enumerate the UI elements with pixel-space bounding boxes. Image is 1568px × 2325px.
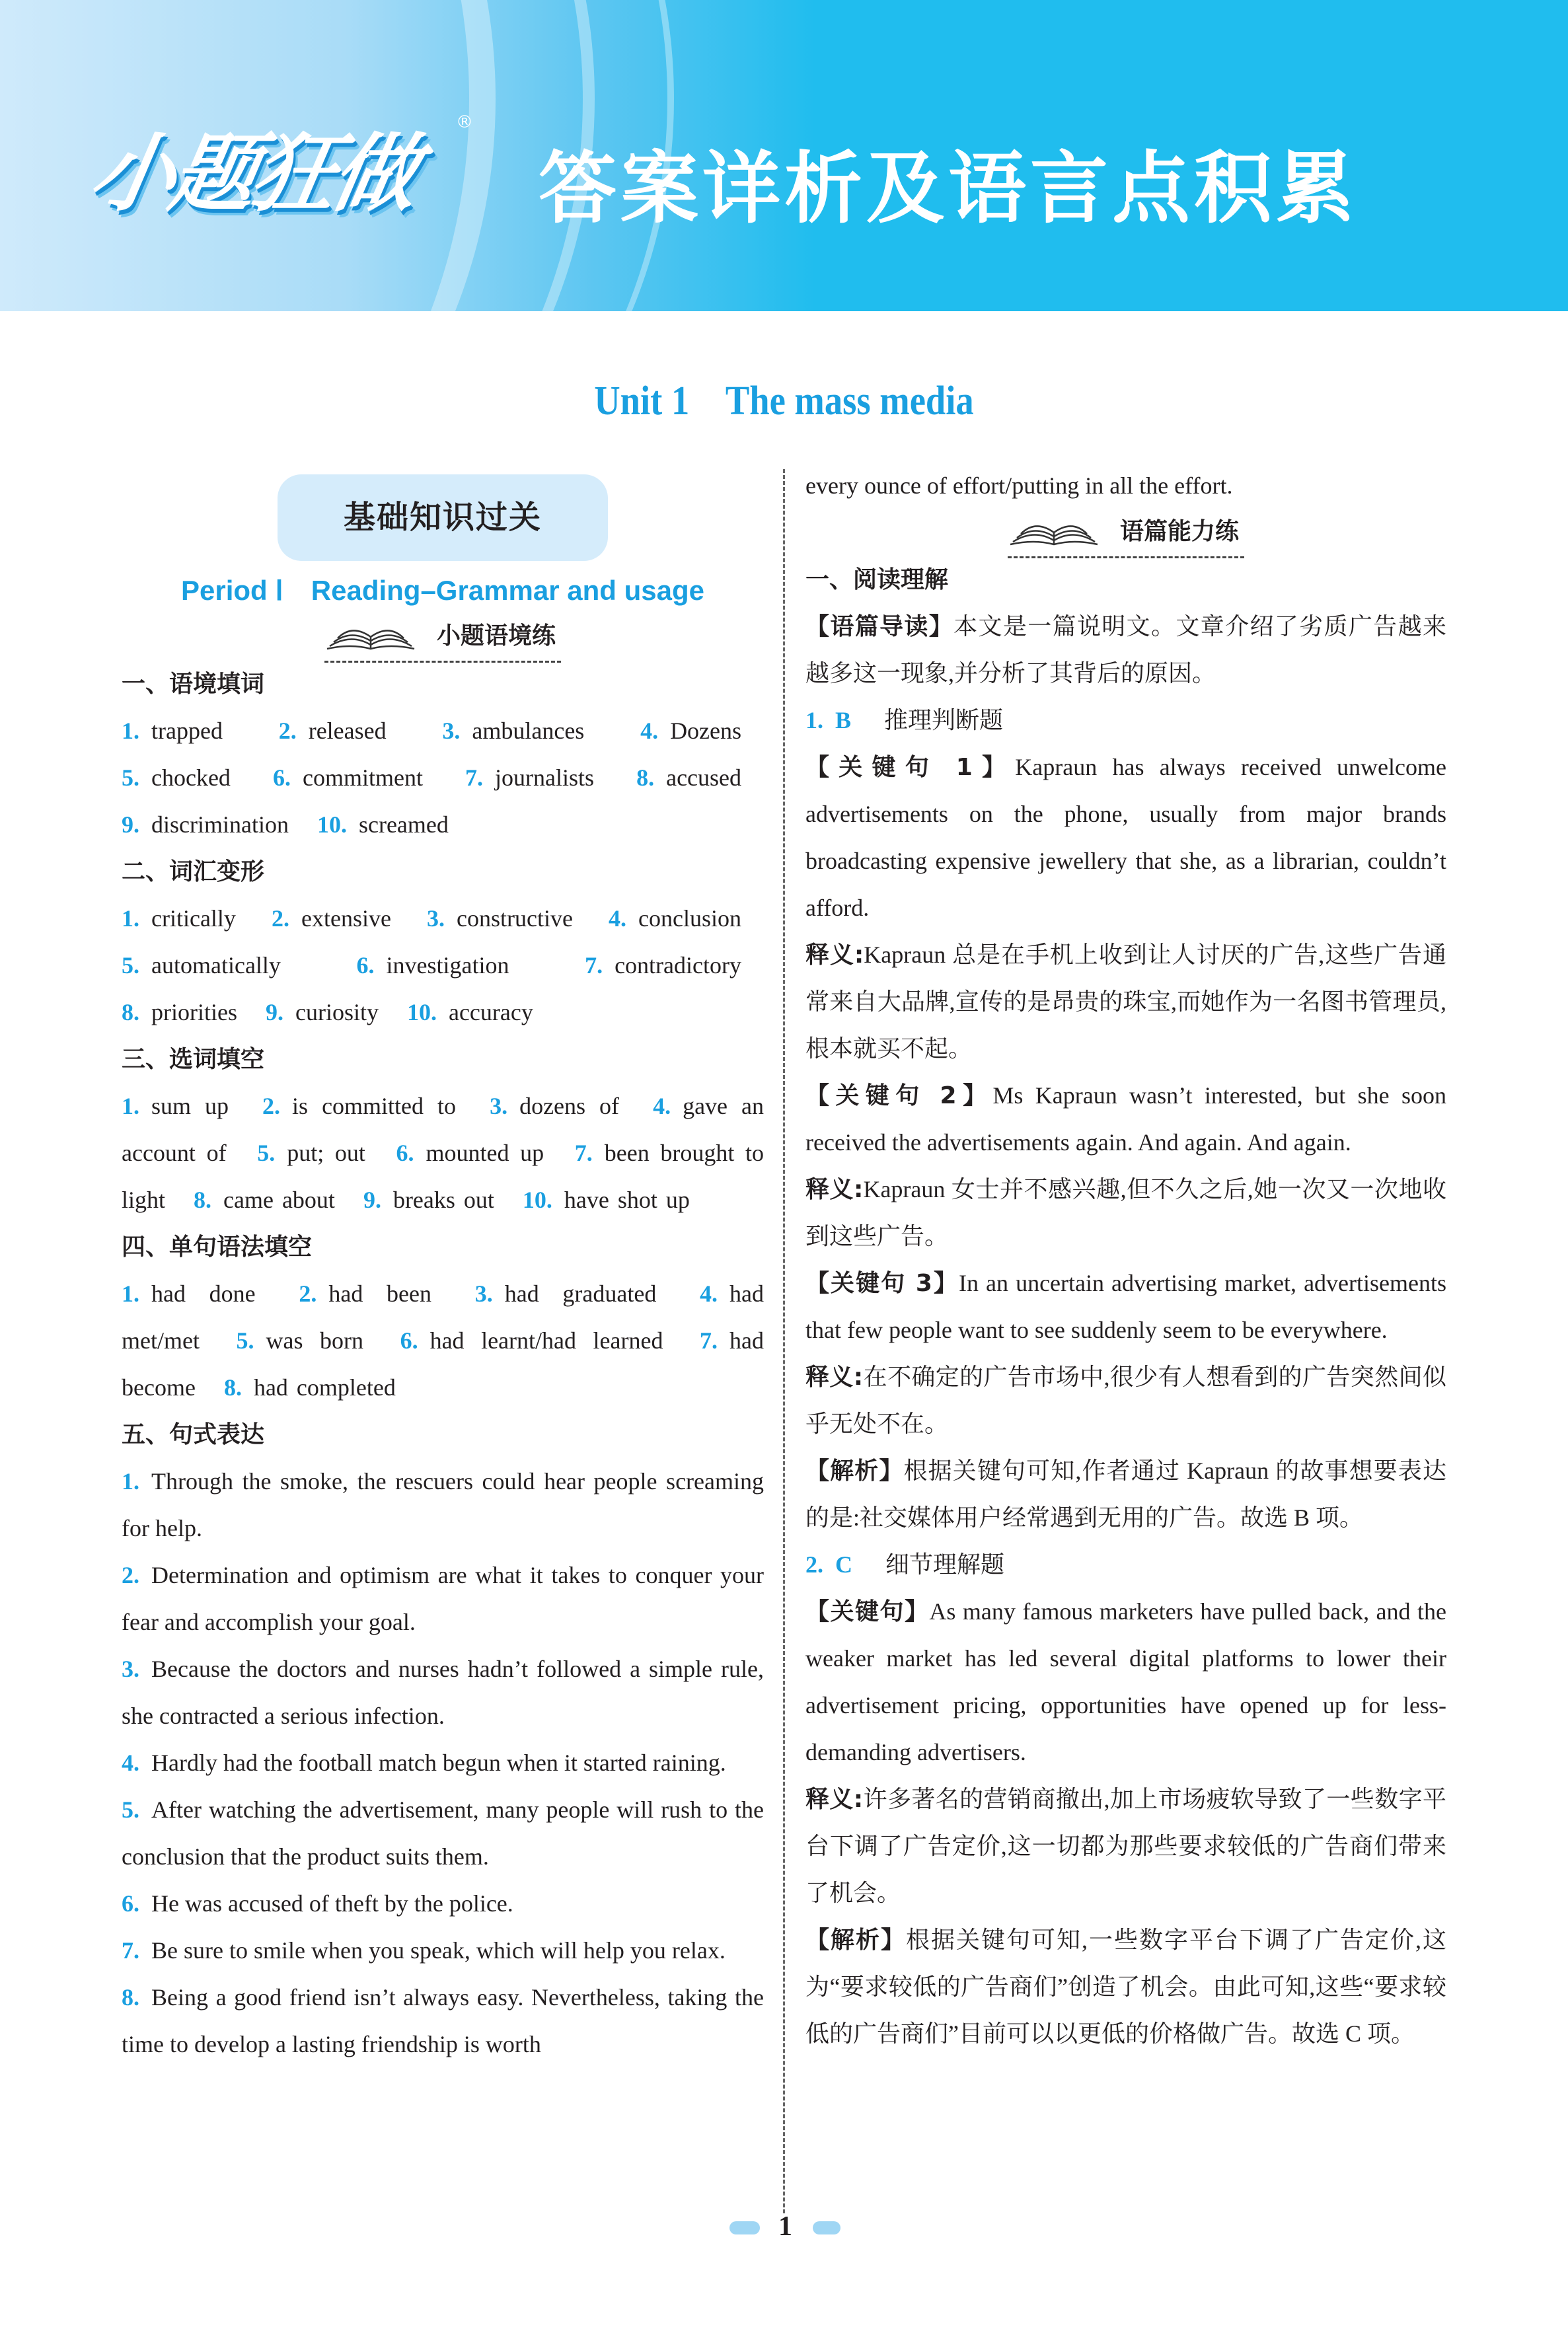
- item-answer: contradictory: [615, 952, 741, 978]
- item-answer: been brought to light: [122, 1140, 765, 1213]
- answer-item: [122, 1280, 256, 1307]
- guide-label: 【语篇导读】: [805, 613, 954, 640]
- section-heading: 三、选词填空: [122, 1046, 265, 1073]
- item-number: 2.: [278, 718, 297, 744]
- item-answer: screamed: [358, 811, 449, 838]
- block-text: 根据关键句可知,作者通过 Kapraun 的故事想要表达的是:社交媒体用户经常遇到无用的广告。故选 B 项。: [805, 1458, 1446, 1531]
- guide-paragraph: [805, 603, 1446, 697]
- item-number: 7.: [122, 1937, 139, 1964]
- column-divider: [783, 469, 785, 2213]
- block-label: 【关键句 3】: [805, 1270, 959, 1297]
- question-type: 推理判断题: [884, 707, 1004, 733]
- item-number: 6.: [122, 1890, 139, 1917]
- item-answer: had completed: [253, 1374, 396, 1401]
- left-column: [122, 462, 764, 2068]
- item-answer: Hardly had the football match begun when it started raining.: [151, 1750, 726, 1776]
- question-heading: [805, 697, 1446, 744]
- answer-item: [475, 1280, 657, 1307]
- block-label: 释义:: [805, 941, 864, 969]
- answer-item: [636, 764, 741, 791]
- item-answer: had done: [151, 1280, 256, 1307]
- answer-item: [609, 905, 741, 932]
- item-answer: Being a good friend isn’t always easy. Nevertheless, taking the time to develop a lasting friendship is worth: [122, 1984, 764, 2057]
- item-answer: had learnt/had learned: [429, 1327, 663, 1354]
- block-text: 根据关键句可知,一些数字平台下调了广告定价,这为“要求较低的广告商们”创造了机会。由此可知,这些“要求较低的广告商们”目前可以以更低的价格做广告。故选 C 项。: [805, 1927, 1446, 2047]
- answer-sections: [122, 661, 764, 2068]
- right-column: [805, 462, 1446, 2057]
- item-answer: Dozens: [670, 718, 742, 744]
- item-answer: ambulances: [472, 718, 585, 744]
- item-number: 5.: [122, 952, 139, 978]
- page-number: 1: [778, 2211, 792, 2242]
- block-label: 【解析】: [805, 1927, 906, 1954]
- item-answer: He was accused of theft by the police.: [151, 1890, 513, 1917]
- answer-item: [317, 811, 449, 838]
- block-label: 【关键句】: [805, 1598, 930, 1625]
- block-label: 【解析】: [805, 1458, 904, 1485]
- answer-item: [224, 1374, 396, 1401]
- question-number: 2.: [805, 1551, 823, 1578]
- item-number: 7.: [700, 1327, 718, 1354]
- explanation-block: [805, 1776, 1446, 1917]
- item-number: 8.: [122, 1984, 139, 2011]
- question-type: 细节理解题: [885, 1551, 1005, 1578]
- block-text: Kapraun 女士并不感兴趣,但不久之后,她一次又一次地收到这些广告。: [805, 1176, 1446, 1249]
- item-number: 3.: [474, 1280, 493, 1307]
- explanation-block: [805, 932, 1446, 1072]
- item-answer: conclusion: [638, 905, 742, 932]
- item-answer: put; out: [287, 1140, 365, 1166]
- block-label: 释义:: [805, 1786, 864, 1813]
- item-answer: After watching the advertisement, many people will rush to the conclusion that the product suits them.: [122, 1796, 764, 1870]
- answer-item: [273, 764, 423, 791]
- item-number: 8.: [194, 1187, 212, 1213]
- period-heading: Period Ⅰ Reading–Grammar and usage: [181, 575, 704, 606]
- section-heading: 二、词汇变形: [122, 858, 265, 885]
- answer-item: [122, 999, 237, 1025]
- item-number: 4.: [653, 1093, 671, 1119]
- practice-header: [122, 614, 764, 661]
- sentence-answer: [122, 1740, 764, 1787]
- item-number: 7.: [465, 764, 484, 791]
- answer-item: [272, 905, 391, 932]
- header-title: 答案详析及语言点积累: [539, 143, 1359, 234]
- block-text: In an uncertain advertising market, advertisements that few people want to see suddenly seem to be everywhere.: [805, 1270, 1446, 1343]
- question-number: 1.: [805, 707, 823, 733]
- item-number: 4.: [122, 1750, 139, 1776]
- answer-item: [299, 1280, 431, 1307]
- answer-item: [122, 905, 236, 932]
- sentence-answer: [122, 1458, 764, 1552]
- item-answer: trapped: [151, 718, 223, 744]
- sentence-answer: [122, 1646, 764, 1740]
- item-number: 4.: [640, 718, 659, 744]
- block-text: 在不确定的广告市场中,很少有人想看到的广告突然间似乎无处不在。: [805, 1364, 1446, 1437]
- sentence-answer: [122, 1552, 764, 1646]
- answer-item: [396, 1140, 544, 1166]
- page-number-bar: [727, 2207, 846, 2246]
- item-answer: breaks out: [392, 1187, 494, 1213]
- question-answer: B: [835, 707, 852, 733]
- answer-item: [442, 718, 584, 744]
- item-answer: Determination and optimism are what it takes to conquer your fear and accomplish your goal.: [122, 1562, 764, 1635]
- item-answer: have shot up: [564, 1187, 690, 1213]
- item-answer: released: [308, 718, 387, 744]
- item-number: 2.: [262, 1093, 281, 1119]
- explanation-block: [805, 1354, 1446, 1448]
- answer-line-group: [122, 708, 764, 848]
- item-number: 3.: [490, 1093, 508, 1119]
- unit-title: Unit 1 The mass media: [594, 379, 974, 424]
- item-answer: journalists: [495, 764, 595, 791]
- item-answer: gave an account of: [122, 1093, 765, 1166]
- item-answer: came about: [223, 1187, 335, 1213]
- item-answer: automatically: [151, 952, 281, 978]
- item-number: 3.: [427, 905, 445, 932]
- item-answer: is committed to: [292, 1093, 457, 1119]
- item-number: 2.: [272, 905, 289, 932]
- answer-item: [640, 718, 741, 744]
- item-number: 1.: [122, 1468, 139, 1495]
- item-answer: dozens of: [519, 1093, 620, 1119]
- pill-decoration: [729, 2221, 760, 2234]
- item-answer: Because the doctors and nurses hadn’t followed a simple rule, she contracted a serious infection.: [122, 1656, 764, 1729]
- explanation-block: [805, 1072, 1446, 1166]
- item-answer: priorities: [151, 999, 237, 1025]
- answer-item: [266, 999, 379, 1025]
- header-banner: [0, 0, 1568, 311]
- practice-header: [805, 509, 1446, 556]
- item-number: 6.: [273, 764, 291, 791]
- brand-logo: 小题狂做: [82, 125, 423, 223]
- continuation-text: every ounce of effort/putting in all the effort.: [805, 472, 1233, 499]
- item-answer: accused: [666, 764, 742, 791]
- answer-item: [490, 1093, 619, 1119]
- item-number: 6.: [400, 1327, 418, 1354]
- item-number: 10.: [406, 999, 437, 1025]
- item-number: 2.: [122, 1562, 139, 1588]
- item-answer: curiosity: [295, 999, 379, 1025]
- block-text: Ms Kapraun wasn’t interested, but she soon received the advertisements again. And again. And again.: [805, 1082, 1446, 1156]
- item-answer: Through the smoke, the rescuers could hear people screaming for help.: [122, 1468, 764, 1541]
- section-heading: 一、语境填词: [122, 671, 265, 698]
- item-answer: critically: [151, 905, 236, 932]
- item-answer: mounted up: [426, 1140, 544, 1166]
- section-heading: 五、句式表达: [122, 1421, 265, 1448]
- item-answer: discrimination: [151, 811, 289, 838]
- item-number: 1.: [122, 905, 139, 932]
- explanation-block: [805, 1917, 1446, 2057]
- item-number: 4.: [609, 905, 627, 932]
- item-number: 1.: [122, 718, 139, 744]
- answer-line-group: [122, 1083, 764, 1224]
- item-number: 9.: [265, 999, 283, 1025]
- item-answer: Be sure to smile when you speak, which will help you relax.: [151, 1937, 726, 1964]
- item-number: 6.: [396, 1140, 414, 1166]
- question-list: [805, 697, 1446, 2057]
- item-answer: extensive: [301, 905, 391, 932]
- explanation-block: [805, 1260, 1446, 1354]
- practice-label: 语篇能力练: [1119, 517, 1239, 545]
- item-number: 5.: [257, 1140, 276, 1166]
- answer-item: [465, 764, 594, 791]
- item-number: 8.: [122, 999, 139, 1025]
- answer-item: [427, 905, 573, 932]
- answer-line-group: [122, 1271, 764, 1411]
- item-number: 10.: [317, 811, 347, 838]
- answer-line-group: [122, 895, 764, 1036]
- block-label: 释义:: [805, 1176, 864, 1203]
- answer-item: [523, 1187, 690, 1213]
- answer-item: [400, 1327, 663, 1354]
- sentence-answer: [122, 1880, 764, 1927]
- block-label: 【关键句 1】: [805, 754, 1016, 781]
- open-book-icon: [1008, 515, 1100, 547]
- item-number: 1.: [122, 1280, 139, 1307]
- block-label: 释义:: [805, 1364, 864, 1391]
- question-heading: [805, 1541, 1446, 1588]
- explanation-block: [805, 1166, 1446, 1260]
- pill-decoration: [813, 2221, 840, 2234]
- block-label: 【关键句 2】: [805, 1082, 993, 1109]
- block-text: As many famous marketers have pulled back, and the weaker market has led several digital platforms to lower their advertisement pricing, opportunities have opened up for less-demanding advertisers.: [805, 1598, 1446, 1765]
- item-number: 6.: [356, 952, 375, 978]
- guide-text: 本文是一篇说明文。文章介绍了劣质广告越来越多这一现象,并分析了其背后的原因。: [805, 613, 1446, 686]
- item-number: 8.: [223, 1374, 242, 1401]
- answer-item: [194, 1187, 335, 1213]
- answer-item: [262, 1093, 456, 1119]
- item-number: 4.: [700, 1280, 718, 1307]
- item-answer: chocked: [151, 764, 231, 791]
- sentence-answer: [122, 1974, 764, 2068]
- block-text: Kapraun has always received unwelcome advertisements on the phone, usually from major brands broadcasting expensive jewellery that she, as a librarian, couldn’t afford.: [805, 754, 1446, 921]
- block-text: Kapraun 总是在手机上收到让人讨厌的广告,这些广告通常来自大品牌,宣传的是昂贵的珠宝,而她作为一名图书管理员,根本就买不起。: [805, 941, 1446, 1062]
- item-answer: was born: [266, 1327, 364, 1354]
- item-number: 9.: [122, 811, 139, 838]
- answer-item: [122, 718, 223, 744]
- block-text: 许多著名的营销商撤出,加上市场疲软导致了一些数字平台下调了广告定价,这一切都为那些要求较低的广告商们带来了机会。: [805, 1786, 1446, 1906]
- section-banner: 基础知识过关: [278, 474, 608, 561]
- item-answer: accuracy: [448, 999, 533, 1025]
- item-answer: had graduated: [504, 1280, 657, 1307]
- item-number: 5.: [236, 1327, 254, 1354]
- item-answer: had met/met: [122, 1280, 765, 1354]
- item-number: 5.: [122, 1796, 139, 1823]
- answer-item: [122, 1093, 229, 1119]
- item-answer: commitment: [303, 764, 423, 791]
- question-answer: C: [835, 1551, 852, 1578]
- answer-item: [279, 718, 387, 744]
- explanation-block: [805, 1588, 1446, 1776]
- item-answer: sum up: [151, 1093, 229, 1119]
- sentence-answer: [122, 1787, 764, 1880]
- section-heading: 四、单句语法填空: [122, 1234, 313, 1261]
- item-number: 8.: [636, 764, 655, 791]
- practice-label: 小题语境练: [436, 622, 556, 649]
- answer-item: [585, 952, 741, 978]
- answer-item: [363, 1187, 494, 1213]
- answer-item: [357, 952, 509, 978]
- answer-item: [237, 1327, 364, 1354]
- item-answer: had been: [328, 1280, 432, 1307]
- answer-item: [122, 764, 231, 791]
- item-number: 10.: [522, 1187, 552, 1213]
- item-number: 7.: [585, 952, 603, 978]
- item-answer: had become: [122, 1327, 765, 1401]
- section-heading: 一、阅读理解: [805, 566, 949, 593]
- explanation-block: [805, 1448, 1446, 1541]
- answer-item: [122, 811, 289, 838]
- item-number: 3.: [122, 1656, 139, 1682]
- item-answer: constructive: [457, 905, 573, 932]
- answer-item: [257, 1140, 365, 1166]
- item-number: 7.: [574, 1140, 593, 1166]
- answer-item: [407, 999, 533, 1025]
- registered-mark: ®: [456, 112, 473, 132]
- item-number: 9.: [363, 1187, 381, 1213]
- answer-item: [122, 952, 281, 978]
- item-number: 1.: [122, 1093, 139, 1119]
- explanation-block: [805, 744, 1446, 932]
- item-number: 5.: [122, 764, 139, 791]
- item-number: 2.: [299, 1280, 317, 1307]
- item-number: 3.: [442, 718, 461, 744]
- sentence-answer: [122, 1927, 764, 1974]
- item-answer: investigation: [386, 952, 509, 978]
- open-book-icon: [324, 620, 417, 651]
